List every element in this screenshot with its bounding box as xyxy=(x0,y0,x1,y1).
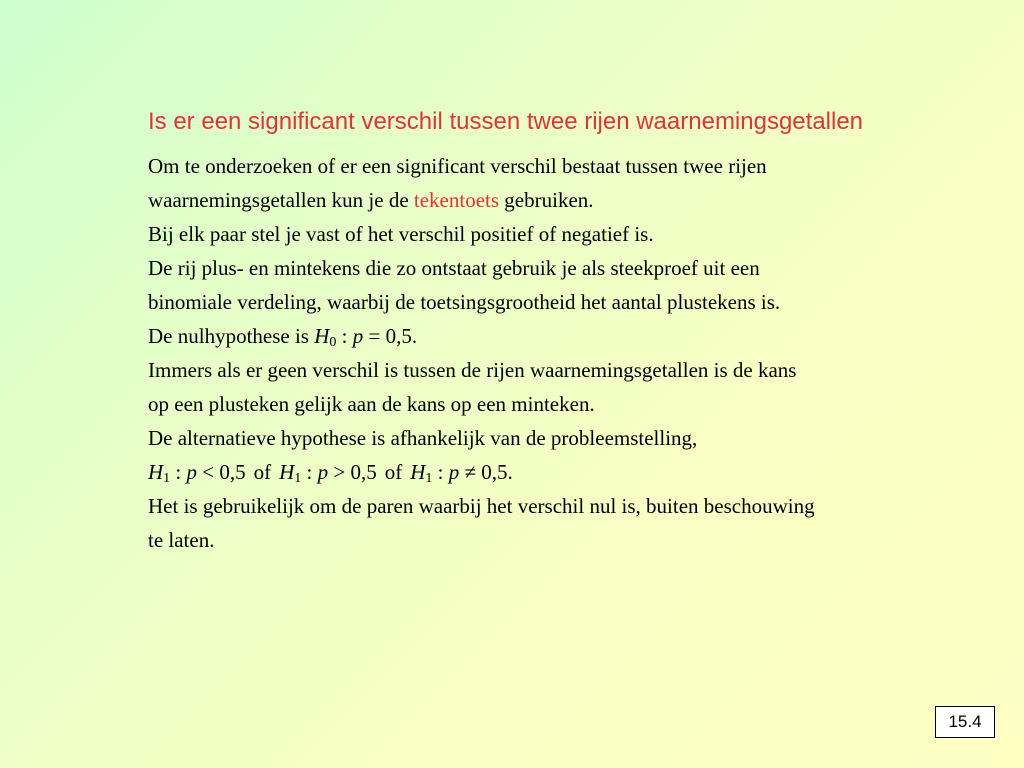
h0-symbol: H xyxy=(314,324,330,348)
h0-separator: : xyxy=(336,324,353,348)
body-line-2-after: gebruiken. xyxy=(499,188,594,212)
null-hypothesis-line xyxy=(148,319,988,353)
body-line-8: op een plusteken gelijk aan de kans op een minteken. xyxy=(148,392,595,416)
slide-number-badge: 15.4 xyxy=(935,706,995,738)
h1-separator-1: : xyxy=(170,460,187,484)
body-line-9: De alternatieve hypothese is afhankelijk van de probleemstelling, xyxy=(148,426,698,450)
h1-subscript-3: 1 xyxy=(425,471,433,486)
h0-value: = 0,5. xyxy=(363,324,418,348)
body-line-1: Om te onderzoeken of er een significant verschil bestaat tussen twee rijen xyxy=(148,154,767,178)
null-hypothesis-prefix: De nulhypothese is xyxy=(148,324,315,348)
h1-separator-2: : xyxy=(301,460,318,484)
alternative-hypotheses-line xyxy=(148,455,988,489)
alt-hypothesis-not-equal: ≠ 0,5. xyxy=(459,460,513,484)
body-line-2-before: waarnemingsgetallen kun je de xyxy=(148,188,414,212)
body-line-5: binomiale verdeling, waarbij de toetsingsgrootheid het aantal plustekens is. xyxy=(148,290,781,314)
h1-subscript-2: 1 xyxy=(294,471,302,486)
body-line-12: te laten. xyxy=(148,528,215,552)
slide-body xyxy=(148,149,988,557)
h1-separator-3: : xyxy=(432,460,449,484)
h0-p-variable: p xyxy=(352,324,364,348)
h1-symbol-3: H xyxy=(410,460,426,484)
h0-subscript: 0 xyxy=(329,335,337,350)
body-line-11: Het is gebruikelijk om de paren waarbij het verschil nul is, buiten beschouwing xyxy=(148,494,815,518)
body-line-2 xyxy=(148,183,988,217)
of-connector-2: of xyxy=(384,460,403,484)
h1-symbol-2: H xyxy=(279,460,295,484)
h1-subscript-1: 1 xyxy=(163,471,171,486)
body-line-4: De rij plus- en mintekens die zo ontstaat gebruik je als steekproef uit een xyxy=(148,256,760,280)
h1-p-variable-3: p xyxy=(448,460,460,484)
h1-symbol-1: H xyxy=(148,460,164,484)
h1-p-variable-1: p xyxy=(186,460,198,484)
tekentoets-term: tekentoets xyxy=(413,188,500,212)
body-line-7: Immers als er geen verschil is tussen de rijen waarnemingsgetallen is de kans xyxy=(148,358,797,382)
alt-hypothesis-less: < 0,5 xyxy=(197,460,246,484)
h1-p-variable-2: p xyxy=(317,460,329,484)
alt-hypothesis-greater: > 0,5 xyxy=(328,460,377,484)
of-connector-1: of xyxy=(253,460,272,484)
body-line-3: Bij elk paar stel je vast of het verschil positief of negatief is. xyxy=(148,222,654,246)
slide-title: Is er een significant verschil tussen twee rijen waarnemingsgetallen xyxy=(148,108,864,135)
